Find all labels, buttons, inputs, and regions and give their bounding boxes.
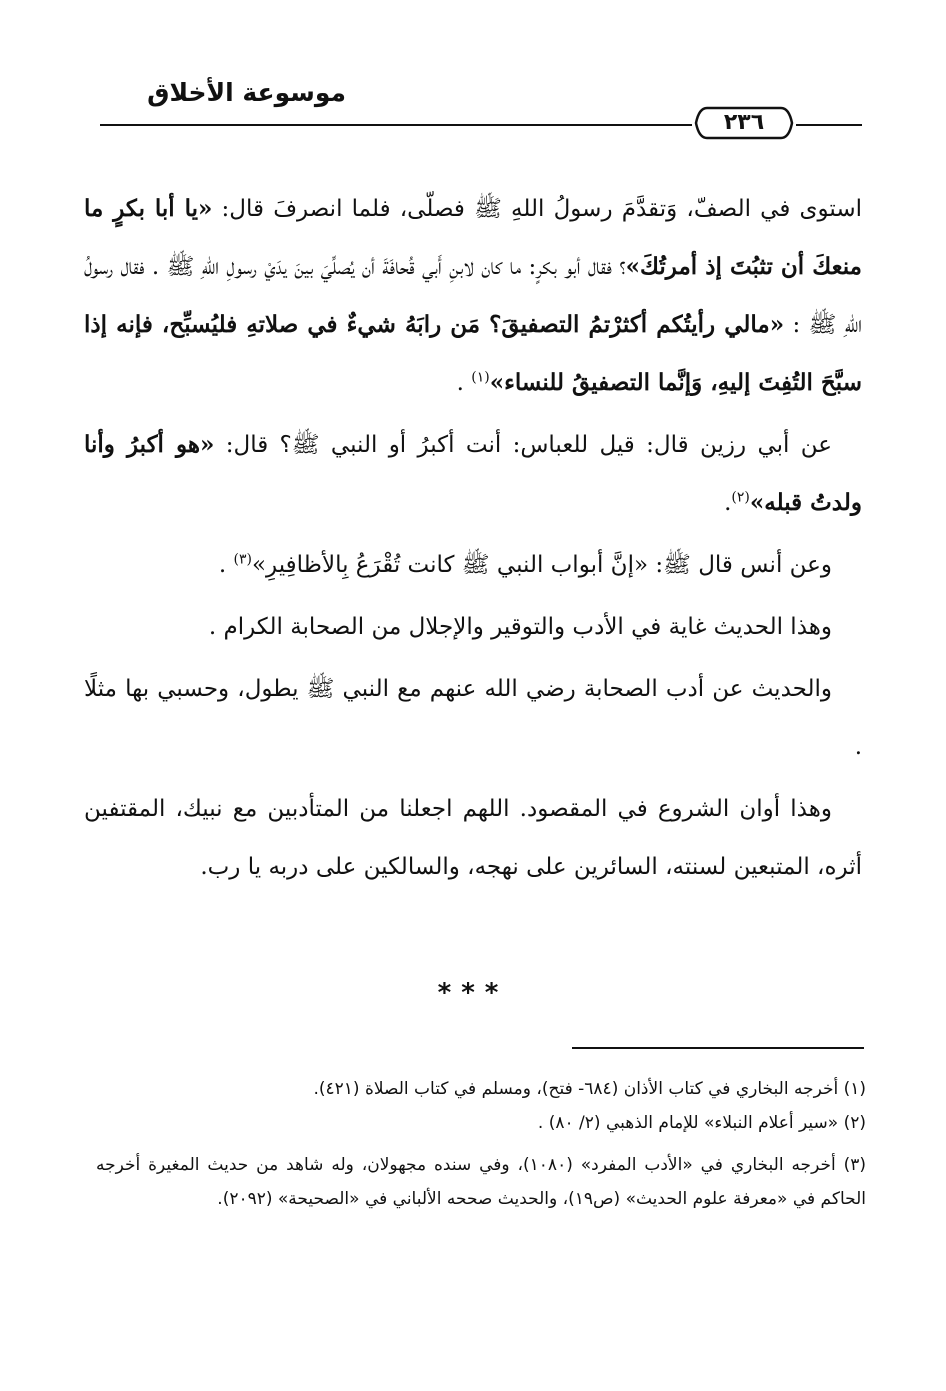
paragraph: والحديث عن أدب الصحابة رضي الله عنهم مع النبي ﷺ يطول، وحسبي بها مثلًا . (84, 676, 862, 760)
header-rule-short (796, 124, 862, 126)
footnote-marker: (١) (471, 369, 490, 386)
hadith-quote: «إنَّ أبواب النبي ﷺ كانت تُقْرَعُ بِالأظافِيرِ» (251, 552, 649, 578)
paragraph: وهذا الحديث غاية في الأدب والتوقير والإجلال من الصحابة الكرام . (208, 614, 832, 640)
footnote: (١) أخرجه البخاري في كتاب الأذان (٦٨٤- فتح)، ومسلم في كتاب الصلاة (٤٢١). (313, 1079, 866, 1099)
text-run: . (724, 490, 732, 516)
footnote-rule (572, 1047, 864, 1049)
footnote-marker: (٣) (233, 551, 252, 568)
text-run: عن أبي رزين قال: قيل للعباس: أنت أكبرُ أو النبي ﷺ؟ قال: (214, 432, 833, 458)
paragraph (84, 180, 862, 412)
hadith-quote: «يا أبا بكرٍ ما منعكَ أن تثبُتَ إذ أمرتُكَ» (84, 195, 863, 280)
text-run: . (456, 370, 472, 396)
footnote: (٢) «سير أعلام النبلاء» للإمام الذهبي (٢/ ٨٠) . (537, 1113, 866, 1133)
section-separator: *** (437, 978, 509, 1008)
text-run: استوى في الصفّ، وَتقدَّمَ رسولُ اللهِ ﷺ فصلّى، فلما انصرفَ قال: (212, 196, 862, 222)
hadith-quote: «هو أكبرُ وأنا ولدتُ قبله» (84, 431, 862, 516)
header-rule (100, 124, 692, 126)
text-run: . (218, 552, 234, 578)
hadith-quote: «مالي رأيتُكم أكثرْتمُ التصفيقَ؟ مَن رابَهُ شيءٌ في صلاتهِ فليُسبِّح، فإنه إذا سبَّحَ التُفِتَ إليهِ، وَإنَّما التصفيقُ للنساء» (84, 311, 862, 396)
book-title: موسوعة الأخلاق (147, 78, 346, 107)
footnotes (96, 1072, 866, 1216)
page-number: ٢٣٦ (723, 110, 765, 135)
footnote-marker: (٢) (731, 489, 750, 506)
text-run: وعن أنس قال ﷺ: (648, 552, 832, 578)
footnote: (٣) أخرجه البخاري في «الأدب المفرد» (١٠٨٠)، وفي سنده مجهولان، وله شاهد من حديث المغيرة أخرجه الحاكم في «معرفة علوم الحديث» (ص١٩)، والحديث صححه الألباني في «الصحيحة» (٢٠٩٢). (96, 1155, 866, 1209)
paragraph (84, 416, 862, 532)
paragraph: وهذا أوان الشروع في المقصود. اللهم اجعلنا من المتأدبين مع نبيك، المقتفين أثره، المتبعين لسنته، السائرين على نهجه، والسالكين على دربه يا رب. (84, 796, 862, 880)
main-text (84, 180, 862, 900)
text-run: ؟ فقال أبو بكرٍ: ما كان لابنِ أَبي قُحافَةَ أن يُصلِّيَ بينَ يدَيْ رسولِ اللهِ ﷺ . فقال رسولُ اللهِ ﷺ : (84, 254, 862, 338)
paragraph (84, 536, 862, 594)
